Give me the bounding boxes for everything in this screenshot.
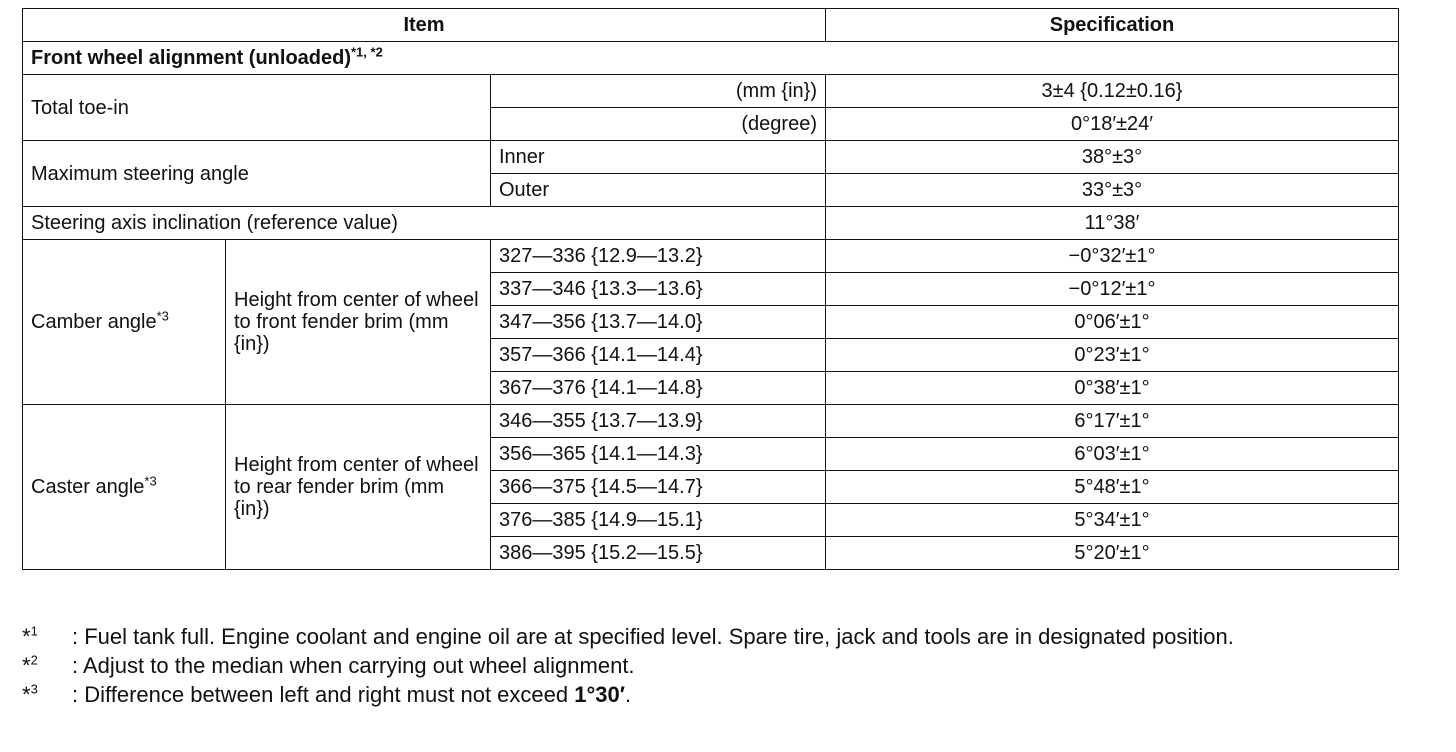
steering-inner-value: 38°±3° [826,141,1399,174]
footnote-text [72,680,1442,709]
camber-range-1: 327—336 {12.9—13.2} [491,240,826,273]
toe-in-value-degree: 0°18′±24′ [826,108,1399,141]
header-row [23,9,1399,42]
table-row [23,240,1399,273]
camber-label-cell [23,240,226,405]
camber-value-4: 0°23′±1° [826,339,1399,372]
steering-angle-label: Maximum steering angle [23,141,491,207]
camber-label: Camber angle [31,311,157,333]
footnote-2 [22,651,1442,680]
toe-in-unit-degree: (degree) [491,108,826,141]
footnote-text: : Fuel tank full. Engine coolant and engine oil are at specified level. Spare tire, jack and tools are in designated position. [72,624,1234,649]
steering-inner-label: Inner [491,141,826,174]
footnote-mark [22,651,72,680]
steering-outer-label: Outer [491,174,826,207]
caster-value-5: 5°20′±1° [826,537,1399,570]
caster-label: Caster angle [31,476,145,498]
camber-value-5: 0°38′±1° [826,372,1399,405]
item-header: Item [23,9,826,42]
specification-table [22,8,1399,570]
axis-inclination-value: 11°38′ [826,207,1399,240]
section-title: Front wheel alignment (unloaded) [31,47,351,69]
footnote-text-start: : Difference between left and right must not exceed [72,682,575,707]
footnote-asterisk: * [22,682,31,707]
camber-range-4: 357—366 {14.1—14.4} [491,339,826,372]
footnote-number: 1 [30,623,38,639]
caster-range-2: 356—365 {14.1—14.3} [491,438,826,471]
axis-inclination-label: Steering axis inclination (reference value) [23,207,826,240]
camber-value-2: −0°12′±1° [826,273,1399,306]
caster-range-5: 386—395 {15.2—15.5} [491,537,826,570]
toe-in-unit-mm: (mm {in}) [491,75,826,108]
footnote-number: 2 [30,652,38,668]
toe-in-value-mm: 3±4 {0.12±0.16} [826,75,1399,108]
section-title-cell [23,42,1399,75]
footnote-mark [22,680,72,709]
footnote-asterisk: * [22,653,31,678]
footnotes [22,622,1442,709]
footnote-1 [22,622,1442,651]
table-row [23,141,1399,174]
footnote-asterisk: * [22,624,31,649]
caster-footnote-ref: *3 [144,473,157,489]
table-row [23,405,1399,438]
section-row [23,42,1399,75]
caster-value-4: 5°34′±1° [826,504,1399,537]
caster-value-2: 6°03′±1° [826,438,1399,471]
footnote-number: 3 [30,681,38,697]
caster-value-3: 5°48′±1° [826,471,1399,504]
camber-range-5: 367—376 {14.1—14.8} [491,372,826,405]
camber-range-2: 337—346 {13.3—13.6} [491,273,826,306]
footnote-text: : Adjust to the median when carrying out wheel alignment. [72,653,635,678]
toe-in-label: Total toe-in [23,75,491,141]
footnote-text-end: . [625,682,632,707]
camber-range-3: 347—356 {13.7—14.0} [491,306,826,339]
caster-range-1: 346—355 {13.7—13.9} [491,405,826,438]
table-row [23,75,1399,108]
steering-outer-value: 33°±3° [826,174,1399,207]
specification-header: Specification [826,9,1399,42]
caster-label-cell [23,405,226,570]
camber-value-3: 0°06′±1° [826,306,1399,339]
caster-range-3: 366—375 {14.5—14.7} [491,471,826,504]
footnote-mark [22,622,72,651]
caster-value-1: 6°17′±1° [826,405,1399,438]
camber-footnote-ref: *3 [156,308,169,324]
camber-condition: Height from center of wheel to front fender brim (mm {in}) [226,240,491,405]
caster-condition: Height from center of wheel to rear fender brim (mm {in}) [226,405,491,570]
section-footnote-ref: *1, *2 [351,44,383,60]
footnote-3 [22,680,1442,709]
table-row [23,207,1399,240]
caster-range-4: 376—385 {14.9—15.1} [491,504,826,537]
footnote-text-bold: 1°30′ [574,682,625,707]
camber-value-1: −0°32′±1° [826,240,1399,273]
